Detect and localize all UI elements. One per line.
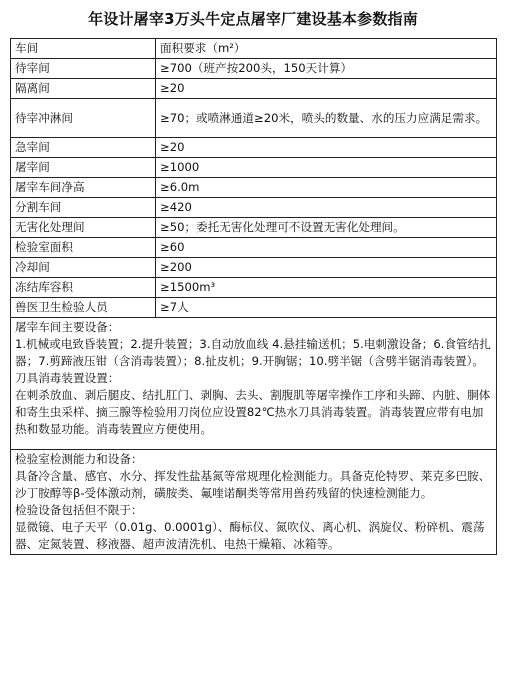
table-row (11, 59, 497, 79)
table-row (11, 158, 497, 178)
row-key: 屠宰车间净高 (11, 178, 156, 198)
equipment-cell (11, 318, 497, 450)
row-value: ≥700（班产按200头，150天计算） (156, 59, 497, 79)
row-key: 隔离间 (11, 79, 156, 99)
document-title: 年设计屠宰3万头牛定点屠宰厂建设基本参数指南 (88, 10, 418, 28)
equipment-list: 1.机械或电致昏装置；2.提升装置；3.自动放血线 4.悬挂输送机；5.电刺激设备；6.食管结扎器；7.剪蹄液压钳（含消毒装置）；8.扯皮机；9.开胸锯；10.劈半锯（含劈半锯消毒装置）。 (15, 337, 491, 368)
table-row (11, 99, 497, 138)
row-value: ≥1000 (156, 158, 497, 178)
row-key: 屠宰间 (11, 158, 156, 178)
table-row (11, 39, 497, 59)
row-key: 待宰冲淋间 (11, 99, 156, 138)
table-row (11, 79, 497, 99)
table-row (11, 198, 497, 218)
devices-heading: 检验设备包括但不限于： (15, 503, 143, 517)
row-value: ≥420 (156, 198, 497, 218)
row-key: 兽医卫生检验人员 (11, 298, 156, 318)
row-value: ≥60 (156, 238, 497, 258)
lab-row (11, 450, 497, 555)
row-key: 检验室面积 (11, 238, 156, 258)
knife-heading: 刀具消毒装置设置： (15, 371, 120, 385)
devices-text: 显微镜、电子天平（0.01g、0.0001g）、酶标仪、氮吹仪、离心机、涡旋仪、粉碎机、震荡器、定氮装置、移液器、超声波清洗机、电热干燥箱、冰箱等。 (15, 520, 485, 551)
table-row (11, 138, 497, 158)
row-value: ≥6.0m (156, 178, 497, 198)
row-value: ≥20 (156, 138, 497, 158)
parameters-table (10, 38, 497, 555)
table-row (11, 178, 497, 198)
spacer (15, 438, 492, 448)
table-row (11, 278, 497, 298)
row-key: 分割车间 (11, 198, 156, 218)
row-value: 面积要求（m²） (156, 39, 497, 59)
knife-text: 在刺杀放血、剥后腿皮、结扎肛门、剥胸、去头、割腹肌等屠宰操作工序和头蹄、内脏、胴体和寄生虫采样、摘三腺等检验用刀岗位应设置82℃热水刀具消毒装置。消毒装置应带有电加热和数显功能。消毒装置应方便使用。 (15, 388, 491, 436)
row-key: 冻结库容积 (11, 278, 156, 298)
row-value: ≥70；或喷淋通道≥20米，喷头的数量、水的压力应满足需求。 (156, 99, 497, 138)
table-row (11, 258, 497, 278)
row-key: 待宰间 (11, 59, 156, 79)
lab-text: 具备冷含量、感官、水分、挥发性盐基氮等常规理化检测能力。具备克伦特罗、莱克多巴胺、沙丁胺醇等β-受体激动剂，磺胺类、氟喹诺酮类等常用兽药残留的快速检测能力。 (15, 469, 491, 500)
lab-heading: 检验室检测能力和设备： (15, 452, 143, 466)
row-value: ≥1500m³ (156, 278, 497, 298)
row-value: ≥50；委托无害化处理可不设置无害化处理间。 (156, 218, 497, 238)
table-row (11, 298, 497, 318)
table-row (11, 238, 497, 258)
table-row (11, 218, 497, 238)
row-key: 车间 (11, 39, 156, 59)
lab-cell (11, 450, 497, 555)
row-value: ≥20 (156, 79, 497, 99)
row-value: ≥7人 (156, 298, 497, 318)
row-key: 冷却间 (11, 258, 156, 278)
equipment-heading: 屠宰车间主要设备： (15, 320, 120, 334)
row-key: 急宰间 (11, 138, 156, 158)
row-key: 无害化处理间 (11, 218, 156, 238)
row-value: ≥200 (156, 258, 497, 278)
equipment-row (11, 318, 497, 450)
